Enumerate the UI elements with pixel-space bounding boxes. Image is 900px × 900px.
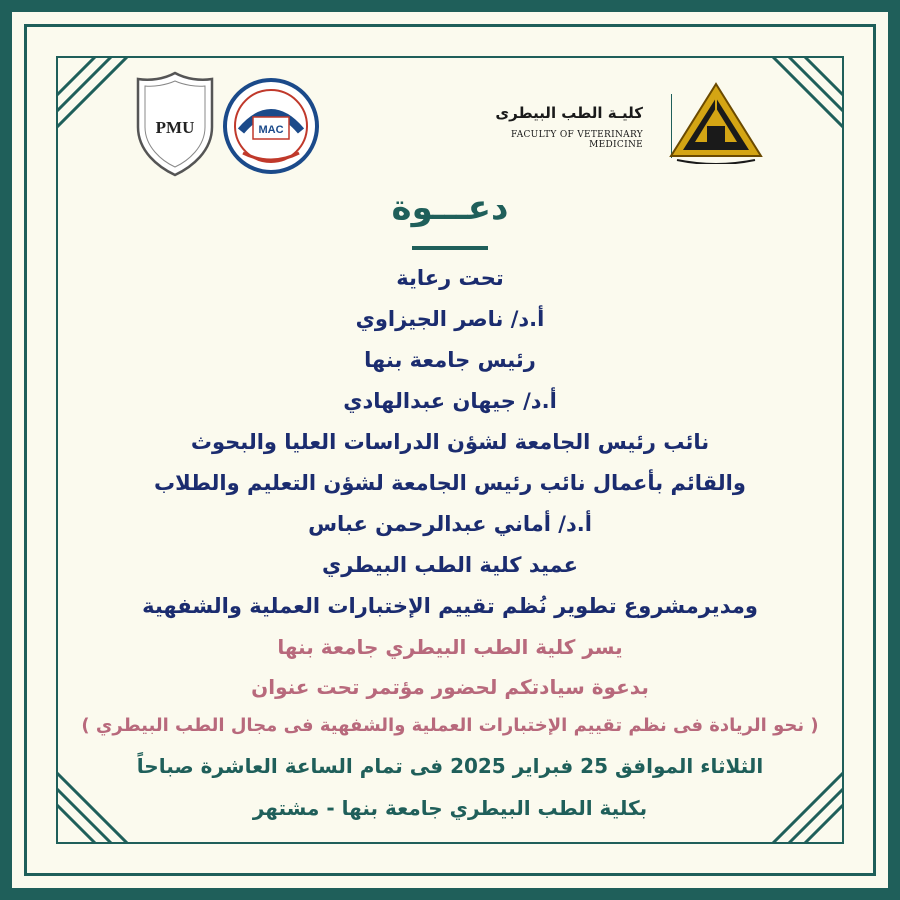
conference-title: ( نحو الريادة فى نظم تقييم الإختبارات العملية والشفهية فى مجال الطب البيطري ) (81, 715, 819, 736)
invitation-line: والقائم بأعمال نائب رئيس الجامعة لشؤن التعليم والطلاب (154, 471, 746, 495)
invitation-line: أ.د/ أماني عبدالرحمن عباس (308, 512, 592, 536)
invitation-content (72, 182, 828, 829)
invitation-line: عميد كلية الطب البيطري (322, 553, 578, 577)
pmu-shield-icon (134, 69, 216, 179)
faculty-name-block (473, 104, 643, 150)
mac-center-seal-icon (219, 67, 323, 185)
benha-university-triangle-icon (667, 80, 765, 164)
title-underline (412, 246, 488, 250)
invitation-line: أ.د/ ناصر الجيزاوي (355, 307, 545, 331)
invitation-line: أ.د/ جيهان عبدالهادي (343, 389, 557, 413)
invitation-line: رئيس جامعة بنها (364, 348, 536, 372)
invitation-card (12, 12, 888, 888)
invitation-line: ومديرمشروع تطوير نُظم تقييم الإختبارات العملية والشفهية (142, 594, 758, 618)
event-location: بكلية الطب البيطري جامعة بنها - مشتهر (252, 796, 648, 820)
invitation-title: دعـــوة (391, 188, 509, 228)
corner-ornament-icon (764, 56, 844, 136)
invitation-line: بدعوة سيادتكم لحضور مؤتمر تحت عنوان (251, 675, 649, 699)
faculty-name-arabic: كليـة الطب البيطرى (495, 104, 643, 122)
invitation-line: يسر كلية الطب البيطري جامعة بنها (277, 635, 623, 659)
mac-logo-text: MAC (258, 124, 284, 136)
invitation-line: تحت رعاية (396, 266, 504, 290)
event-datetime: الثلاثاء الموافق 25 فبراير 2025 فى تمام الساعة العاشرة صباحاً (136, 754, 764, 778)
corner-ornament-icon (56, 56, 136, 136)
pmu-logo-text: PMU (155, 118, 195, 137)
invitation-line: نائب رئيس الجامعة لشؤن الدراسات العليا والبحوث (190, 430, 710, 454)
faculty-name-english: FACULTY OF VETERINARY MEDICINE (510, 130, 643, 150)
